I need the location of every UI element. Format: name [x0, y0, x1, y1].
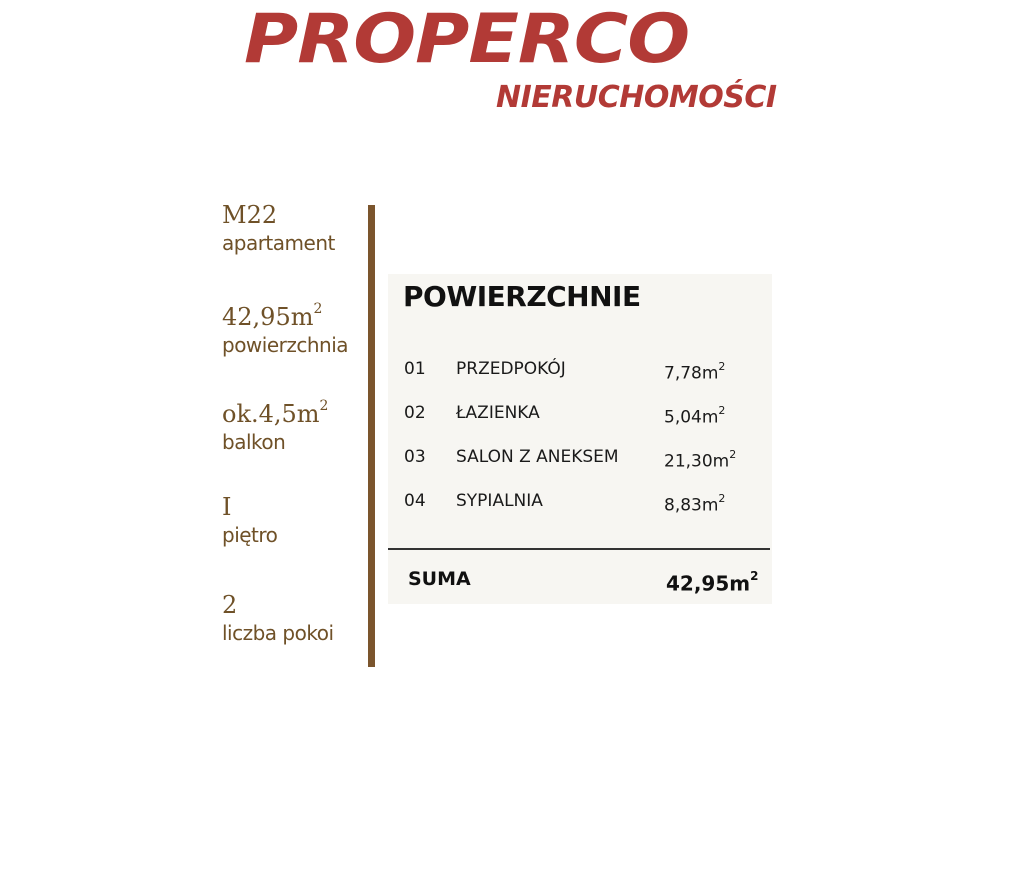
room-name: PRZEDPOKÓJ	[456, 359, 566, 379]
brand-name: PROPERCO	[244, 0, 690, 79]
room-area-sup: 2	[729, 448, 737, 461]
room-name: ŁAZIENKA	[456, 403, 540, 423]
room-number: 01	[404, 359, 426, 379]
stat-label: balkon	[222, 430, 286, 454]
room-number: 03	[404, 447, 426, 467]
stat-floor	[222, 492, 367, 548]
room-area-sup: 2	[718, 404, 726, 417]
room-area-sup: 2	[718, 360, 726, 373]
stat-label: apartament	[222, 231, 335, 255]
stat-label: piętro	[222, 523, 278, 547]
stat-value: 2	[222, 591, 238, 619]
stat-balcony	[222, 394, 367, 455]
stat-value: I	[222, 493, 232, 521]
stat-label: powierzchnia	[222, 333, 349, 357]
room-row	[388, 354, 772, 384]
stat-area	[222, 297, 367, 358]
room-area: 7,78m	[664, 363, 719, 384]
room-number: 02	[404, 403, 426, 423]
room-name: SALON Z ANEKSEM	[456, 447, 619, 467]
room-row	[388, 442, 772, 472]
brand-subtitle: NIERUCHOMOŚCI	[496, 80, 777, 115]
stat-unit-sup: 2	[319, 398, 329, 414]
sum-separator	[388, 548, 770, 550]
room-area: 21,30m	[664, 451, 730, 472]
room-area: 8,83m	[664, 495, 719, 516]
sum-row	[388, 562, 772, 596]
stat-value: 42,95m	[222, 303, 314, 331]
stat-unit-sup: 2	[313, 301, 323, 317]
room-area: 5,04m	[664, 407, 719, 428]
room-name: SYPIALNIA	[456, 491, 543, 511]
sum-label: SUMA	[408, 568, 471, 590]
stat-rooms	[222, 590, 367, 646]
areas-panel	[388, 274, 772, 604]
room-number: 04	[404, 491, 426, 511]
room-row	[388, 398, 772, 428]
room-area-sup: 2	[718, 492, 726, 505]
stat-apartment	[222, 200, 367, 256]
panel-title: POWIERZCHNIE	[403, 280, 641, 313]
stat-value: ok.4,5m	[222, 400, 320, 428]
vertical-divider	[368, 205, 375, 667]
stat-label: liczba pokoi	[222, 621, 334, 645]
sum-value: 42,95m	[666, 571, 751, 596]
sum-value-sup: 2	[750, 569, 759, 583]
stat-value: M22	[222, 201, 278, 229]
room-row	[388, 486, 772, 516]
brand-logo	[0, 0, 1020, 130]
